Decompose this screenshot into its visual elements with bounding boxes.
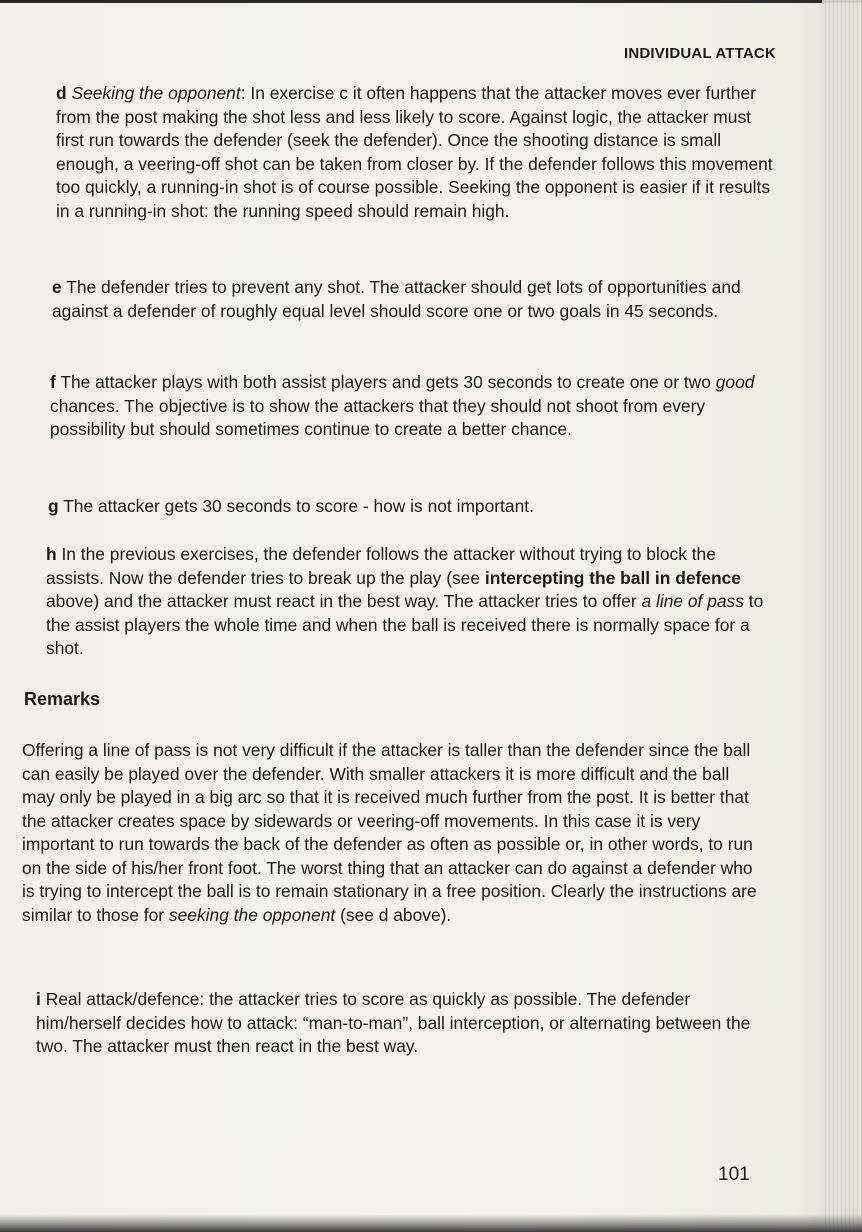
- page-number: 101: [718, 1164, 750, 1185]
- bottom-shadow: [0, 1214, 862, 1232]
- item-g-text: The attacker gets 30 seconds to score - how is not important.: [63, 496, 534, 516]
- remarks-heading: Remarks: [24, 689, 101, 709]
- item-h-emphasis: a line of pass: [641, 591, 744, 611]
- paragraph-h: [46, 543, 768, 661]
- paragraph-g: [48, 495, 770, 519]
- page-stack-edge: [822, 0, 862, 1232]
- running-header: INDIVIDUAL ATTACK: [623, 45, 776, 62]
- item-letter-e: e: [52, 277, 62, 297]
- remarks-text-a: Offering a line of pass is not very difficult if the attacker is taller than the defender since the ball can easily be played over the defender. With smaller attackers it is more difficult and the ball may only be played in a big arc so that it is received much further from the post. It is better that the attacker creates space by sidewards or veering-off movements. In this case it is very important to run towards the back of the defender as often as possible or, in other words, to run on the side of his/her front foot. The worst thing that an attacker can do against a defender who is trying to intercept the ball is to remain stationary in a free position. Clearly the instructions are similar to those for: [22, 740, 757, 925]
- paragraph-d: d Seeking the opponent: In exercise c it often happens that the attacker moves ever further from the post making the shot less and less likely to score. Against logic, the attacker must first run towards the defender (seek the defender). Once the shooting distance is small enough, a veering-off shot can be taken from closer by. If the defender follows this movement too quickly, a running-in shot is of course possible. Seeking the opponent is easier if it results in a running-in shot: the running speed should remain high.: [56, 83, 773, 221]
- item-h-text-c: to the assist players the whole time and when the ball is received there is normally space for a shot.: [46, 591, 764, 658]
- item-letter-g: g: [48, 496, 59, 516]
- remarks-paragraph: [22, 739, 762, 927]
- item-letter-d: d: [56, 83, 67, 103]
- item-h-text-a: In the previous exercises, the defender follows the attacker without trying to block the assists. Now the defender tries to break up the play (see: [46, 544, 716, 588]
- paragraph-e: [52, 276, 774, 323]
- item-d-title: Seeking the opponent: [71, 83, 241, 103]
- item-h-text-b: above) and the attacker must react in the best way. The attacker tries to offer: [46, 591, 637, 611]
- item-letter-h: h: [46, 544, 57, 564]
- item-h-bold-reference: intercepting the ball in defence: [484, 567, 741, 588]
- item-f-text-b: chances. The objective is to show the attackers that they should not shoot from every possibility but should sometimes continue to create a better chance.: [50, 395, 706, 439]
- item-e-text: The defender tries to prevent any shot. The attacker should get lots of opportunities and against a defender of roughly equal level should score one or two goals in 45 seconds.: [52, 277, 741, 321]
- remarks-text-b: (see d above).: [340, 904, 452, 925]
- paragraph-i: [36, 988, 760, 1059]
- item-letter-f: f: [50, 372, 56, 392]
- top-edge: [0, 0, 862, 3]
- item-i-text: Real attack/defence: the attacker tries to score as quickly as possible. The defender him/herself decides how to attack: “man-to-man”, ball interception, or alternating between the two. The attacker must then react in the best way.: [36, 989, 751, 1056]
- item-letter-i: i: [36, 989, 41, 1009]
- remarks-emphasis: seeking the opponent: [168, 904, 336, 925]
- item-d-text: In exercise c it often happens that the attacker moves ever further from the post making the shot less and less likely to score. Against logic, the attacker must first run towards the defender (seek the defender). Once the shooting distance is small enough, a veering-off shot can be taken from closer by. If the defender follows this movement too quickly, a running-in shot is of course possible. Seeking the opponent is easier if it results in a running-in shot: the running speed should remain high.: [56, 83, 773, 221]
- item-f-text-a: The attacker plays with both assist players and gets 30 seconds to create one or two: [60, 372, 711, 392]
- item-f-emphasis: good: [715, 372, 755, 392]
- paragraph-f: [50, 371, 772, 442]
